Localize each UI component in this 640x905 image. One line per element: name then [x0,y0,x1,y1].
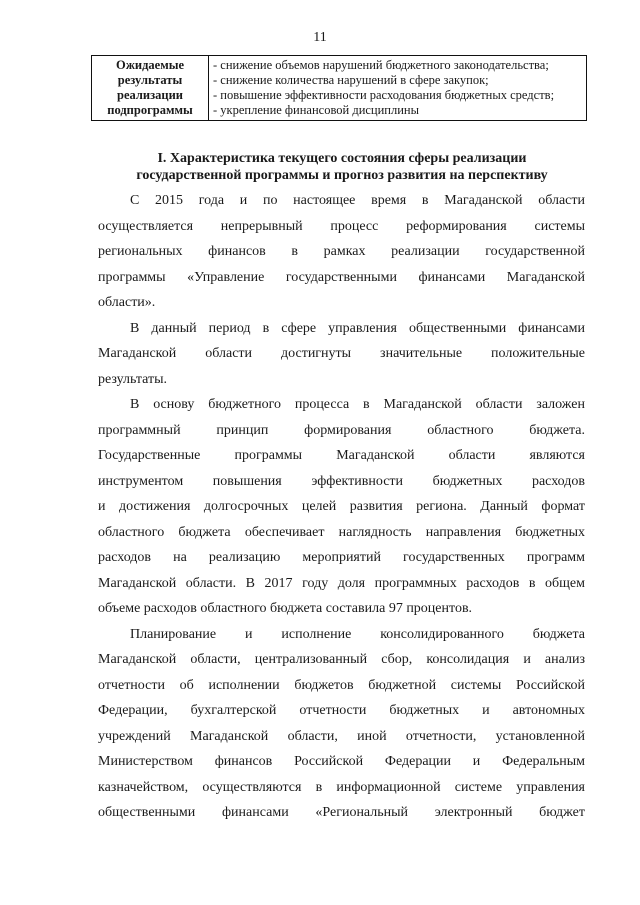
text-line: Магаданской области. В 2017 году доля программных расходов в общем [98,575,585,591]
summary-item: - укрепление финансовой дисциплины [213,103,420,117]
summary-item: - снижение объемов нарушений бюджетного законодательства; [213,58,549,72]
text-line: Магаданской области, централизованный сбор, консолидация и анализ [98,652,585,667]
text-line: В основу бюджетного процесса в Магаданской области заложен [130,397,585,412]
section-heading-line: государственной программы и прогноз развития на перспективу [136,168,548,183]
page-number: 11 [313,30,327,45]
text-line: Магаданской области достигнуты значительные положительные [98,346,585,361]
summary-table [91,55,587,121]
summary-label-cell [92,56,209,121]
text-line: региональных финансов в рамках реализации государственной [98,244,585,259]
summary-label-line: результаты [117,73,183,87]
summary-label-line: реализации [117,88,183,102]
summary-item: - снижение количества нарушений в сфере закупок; [213,73,489,87]
summary-row [92,56,587,121]
text-line: С 2015 года и по настоящее время в Магаданской области [130,193,585,208]
text-line: Планирование и исполнение консолидированного бюджета [130,626,585,642]
summary-label-line: подпрограммы [107,103,193,117]
text-line: Министерством финансов Российской Федерации и Федеральным [98,754,585,769]
section-heading-line: I. Характеристика текущего состояния сферы реализации [157,151,527,166]
text-line: и достижения долгосрочных целей развития региона. Данный формат [98,499,585,514]
summary-value-cell [209,56,587,121]
text-line: казначейством, осуществляются в информационной системе управления [98,779,585,795]
text-line: программный принцип формирования областного бюджета. [98,422,585,438]
text-line: учреждений Магаданской области, иной отчетности, установленной [98,728,585,744]
body-text [98,188,585,826]
summary-label-line: Ожидаемые [115,58,185,72]
text-line: области». [98,295,156,310]
text-line: отчетности об исполнении бюджетов бюджетной системы Российской [98,677,585,693]
text-line: В данный период в сфере управления общественными финансами [130,320,585,336]
text-line: расходов на реализацию мероприятий государственных программ [98,550,585,565]
text-line: осуществляется непрерывный процесс реформирования системы [98,218,585,234]
text-line: областного бюджета обеспечивает наглядность направления бюджетных [98,524,585,540]
text-line: инструментом повышения эффективности бюджетных расходов [98,473,585,489]
text-line: Федерации, бухгалтерской отчетности бюджетных и автономных [98,703,585,718]
text-line: общественными финансами «Региональный электронный бюджет [98,805,585,820]
summary-item: - повышение эффективности расходования бюджетных средств; [213,88,555,102]
text-line: результаты. [98,371,168,387]
text-line: Государственные программы Магаданской области являются [98,448,585,463]
text-line: объеме расходов областного бюджета составила 97 процентов. [98,601,473,616]
text-line: программы «Управление государственными финансами Магаданской [98,269,585,285]
section-heading [94,150,590,184]
